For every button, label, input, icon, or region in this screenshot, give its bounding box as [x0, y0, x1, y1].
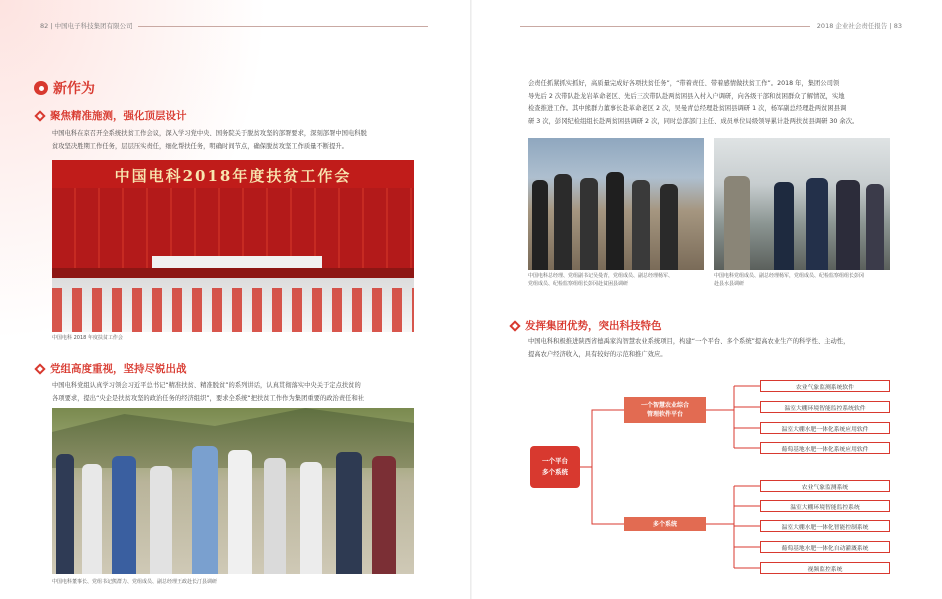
person-figure: [606, 172, 624, 270]
system-leaf-node: 农业气象监测系统: [760, 480, 890, 492]
platform-branch-node: [624, 397, 706, 423]
connector-line: [580, 467, 624, 524]
person-figure: [192, 446, 218, 574]
meeting-banner: [72, 164, 394, 186]
farm-visit-photo: [714, 138, 890, 270]
section3-paragraph: [528, 336, 898, 361]
right-page-header: 2018 企业社会责任报告 | 83: [816, 22, 902, 30]
person-figure: [150, 466, 172, 574]
person-figure: [866, 184, 884, 270]
person-figure: [372, 456, 396, 574]
section1-paragraph: [52, 128, 422, 153]
section-title-text: 发挥集团优势，突出科技特色: [525, 320, 662, 332]
person-figure: [264, 458, 286, 574]
person-figure: [806, 178, 828, 270]
section-title-text: 聚焦精准施测，强化顶层设计: [50, 110, 187, 122]
platform-leaf-node: 葡萄基地水肥一体化系统应用软件: [760, 442, 890, 454]
diamond-bullet-icon: [34, 363, 45, 374]
main-title: [34, 78, 95, 98]
section2-paragraph: [52, 380, 422, 405]
branch-label-line: 一个智慧农业综合: [640, 402, 689, 409]
person-figure: [632, 180, 650, 270]
paragraph-line: 会责任抓紧抓实抓好，高质量完成好各项扶贫任务”，“带着责任、带着感情做扶贫工作”。2018 年，集团公司领: [528, 80, 840, 87]
connector-line: [734, 386, 760, 448]
audience-chairs: [52, 288, 414, 332]
person-figure: [774, 182, 794, 270]
left-page: [0, 0, 470, 599]
branch-label-line: 管理软件平台: [646, 411, 683, 418]
system-leaf-node: 葡萄基地水肥一体化自动灌溉系统: [760, 541, 890, 553]
paragraph-line: 贫攻坚决胜期工作任务，层层压实责任，细化帮扶任务，明确时间节点，确保脱贫攻坚工作质量不断提升。: [52, 142, 348, 150]
left-page-header: 82 | 中国电子科技集团有限公司: [40, 22, 133, 30]
paragraph-line: 提高农户经济收入，具有较好的示范和推广效应。: [528, 350, 667, 358]
paragraph-line: 中国电科在京召开全系统扶贫工作会议，深入学习党中央、国务院关于脱贫攻坚的部署要求，深刻部署中国电科脱: [52, 130, 367, 137]
system-leaf-node: 温室大棚环境智能监控系统: [760, 500, 890, 512]
header-divider: [138, 26, 428, 27]
meeting-photo-caption: 中国电科 2018 年度扶贫工作会: [52, 335, 123, 341]
village-visit-caption: [528, 272, 704, 288]
root-label-line: 多个系统: [542, 468, 568, 476]
diamond-bullet-icon: [34, 110, 45, 121]
person-figure: [112, 456, 136, 574]
stage-edge: [52, 268, 414, 278]
diamond-bullet-icon: [509, 320, 520, 331]
person-figure: [532, 180, 548, 270]
caption-line: 赴县水县调研: [714, 281, 745, 287]
main-title-text: 新作为: [53, 81, 95, 97]
person-figure: [300, 462, 322, 574]
person-figure: [228, 450, 252, 574]
caption-line: 中国电科党组成员、副总经理杨军，党组成员、纪检监察组组长彭冈: [714, 273, 865, 279]
connector-line: [580, 410, 624, 467]
caption-line: 中国电科总经理、党组副书记吴曼青，党组成员、副总经理杨军、: [528, 273, 674, 279]
caption-line: 党组成员、纪检监察组组长彭冈赴贫困县调研: [528, 281, 629, 287]
person-figure: [82, 464, 102, 574]
platform-leaf-node: 温室大棚环境智能监控系统软件: [760, 401, 890, 413]
presidium-desk: [152, 256, 322, 268]
banner-text: 中国电科2018年度扶贫工作会: [114, 166, 352, 185]
right-intro-paragraph: [528, 78, 898, 128]
diagram-root-node: [530, 446, 580, 488]
farm-visit-caption: [714, 272, 890, 288]
paragraph-line: 中国电科党组认真学习领会习近平总书记“精准扶贫、精准脱贫”的系列讲话，认真贯彻落实中央关于定点扶贫的: [52, 382, 361, 389]
person-figure: [580, 178, 598, 270]
person-figure: [554, 174, 572, 270]
page-gutter: [470, 0, 472, 599]
person-figure: [660, 184, 678, 270]
system-leaf-node: 视频监控系统: [760, 562, 890, 574]
person-figure: [724, 176, 750, 270]
section-title-text: 党组高度重视，坚持尽锐出战: [50, 363, 187, 375]
platform-systems-diagram: [520, 372, 920, 582]
section-title-focus: [36, 108, 187, 123]
paragraph-line: 检查推进工作。其中熊群力董事长赴革命老区 2 次，吴曼青总经理赴贫困县调研 1 次，杨军副总经理赴两贫困县调: [528, 105, 847, 112]
meeting-photo: [52, 160, 414, 332]
field-visit-photo-caption: 中国电科董事长、党组书记熊群力、党组成员、副总经理王政赴长汀县调研: [52, 579, 218, 585]
systems-branch-node: 多个系统: [624, 517, 706, 531]
person-figure: [836, 180, 860, 270]
system-leaf-node: 温室大棚水肥一体化智能控制系统: [760, 520, 890, 532]
person-figure: [336, 452, 362, 574]
paragraph-line: 中国电科积极推进陕西省德禹家沟智慧农业系统项目，构建“一个平台、多个系统”提高农业生产的科学性、主动性，: [528, 338, 850, 345]
root-label-line: 一个平台: [542, 457, 568, 465]
platform-leaf-node: 农业气象监测系统软件: [760, 380, 890, 392]
platform-leaf-node: 温室大棚水肥一体化系统应用软件: [760, 422, 890, 434]
header-divider: [520, 26, 810, 27]
village-visit-photo: [528, 138, 704, 270]
circle-bullet-icon: [34, 81, 48, 95]
person-figure: [56, 454, 74, 574]
connector-line: [734, 486, 760, 568]
paragraph-line: 研 3 次，彭冈纪检组组长赴两贫困县调研 2 次，同时总部部门主任、成员单位局级领导累计赴两扶贫县调研 30 余次。: [528, 117, 859, 125]
field-visit-photo: [52, 408, 414, 574]
paragraph-line: 各项要求，提出“央企是扶贫攻坚的政治任务的经济组织”，要求全系统“把扶贫工作作为集团重要的政治责任和社: [52, 394, 365, 402]
paragraph-line: 导先后 2 次带队赴龙岩革命老区、先后三次带队赴两贫困县入村入户调研，向各级干部和贫困群众了解情况，实地: [528, 92, 845, 100]
section-title-advantage: [511, 318, 662, 333]
section-title-leadership: [36, 361, 187, 376]
